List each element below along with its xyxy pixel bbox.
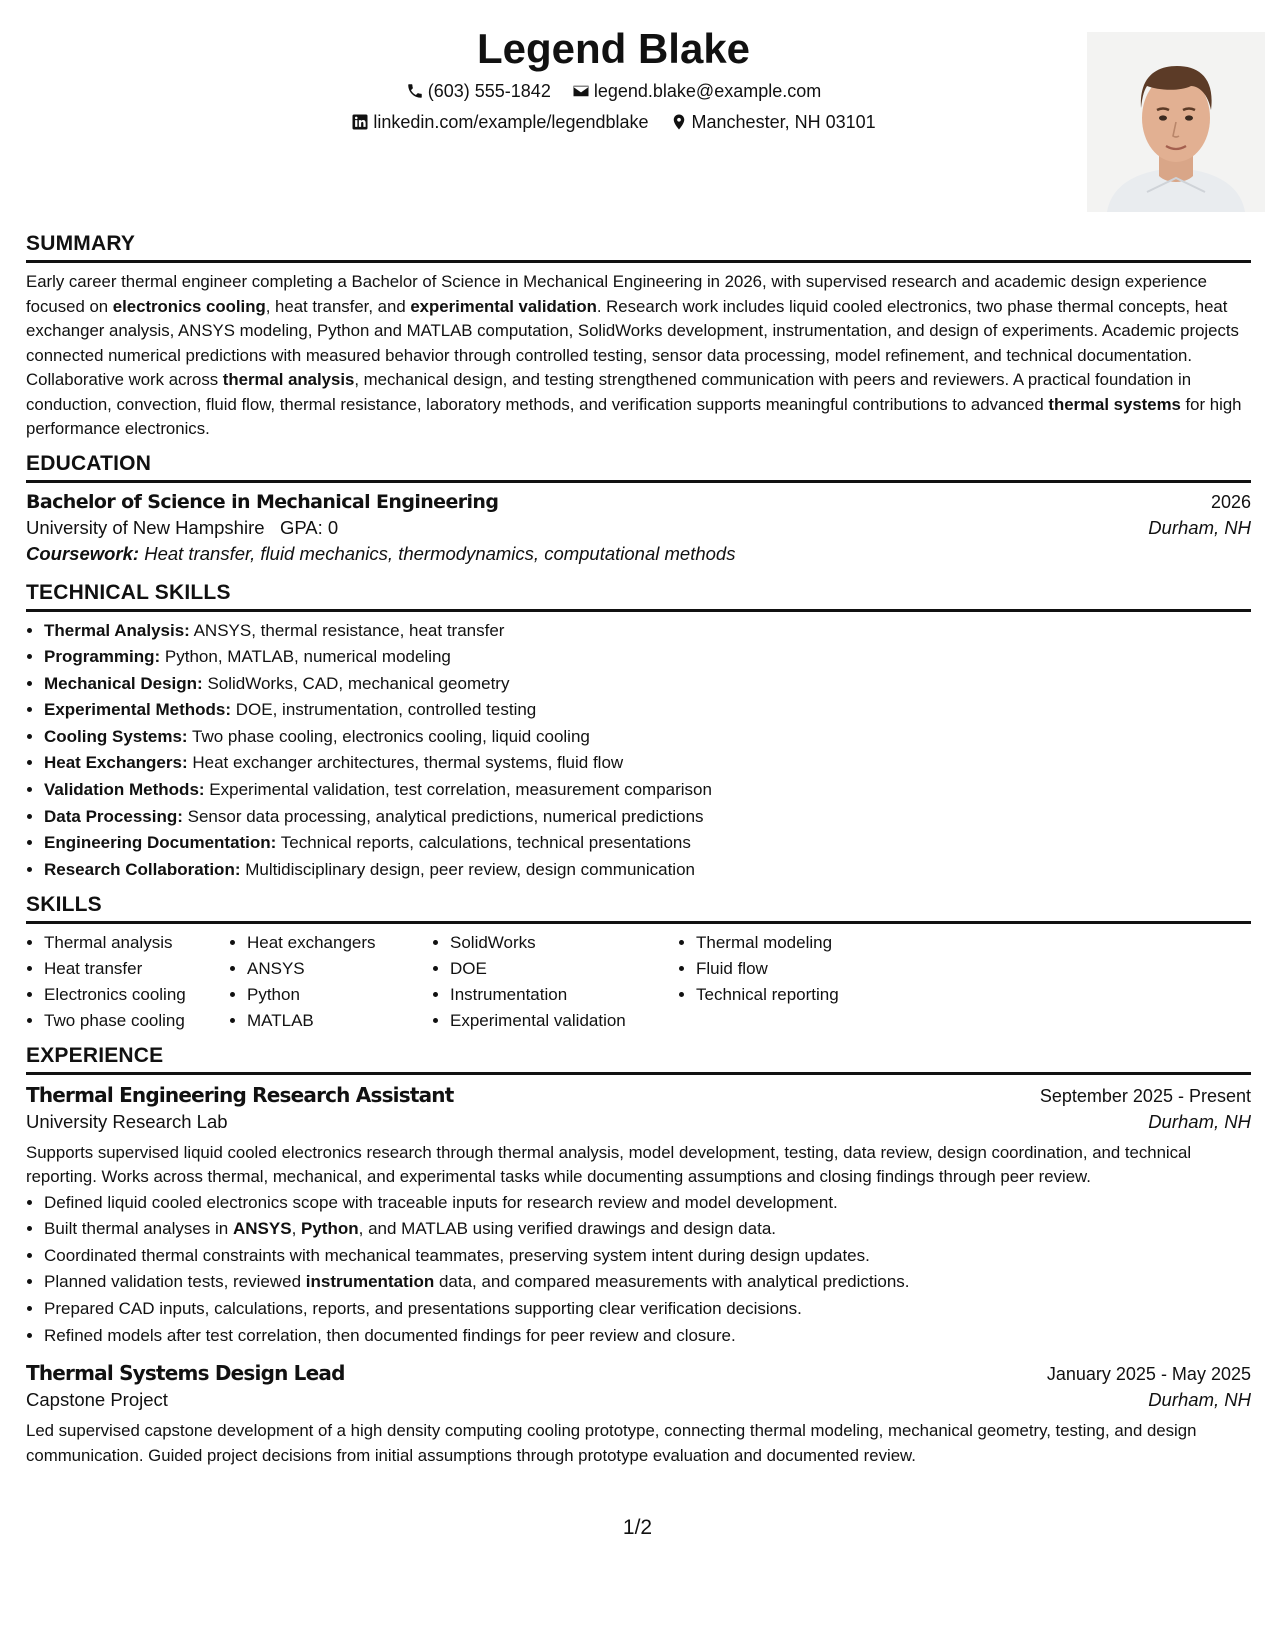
job-entry (26, 1361, 1251, 1468)
job-organization: University Research Lab (26, 1110, 228, 1132)
skill-category: Heat Exchangers: (44, 753, 188, 773)
coursework-label: Coursework: (26, 542, 140, 564)
job-bullet (44, 1269, 1251, 1296)
text-run: data, and compared measurements with analytical predictions. (434, 1272, 910, 1292)
emphasized-text: electronics cooling (112, 296, 266, 316)
skill-item: • Experimental validation (450, 1008, 678, 1034)
skill-category: Validation Methods: (44, 780, 205, 800)
skills-column (229, 930, 432, 1033)
location-text: Manchester, NH 03101 (691, 112, 876, 132)
skill-details: Technical reports, calculations, technical presentations (276, 833, 691, 853)
skill-details: Experimental validation, test correlation, measurement comparison (204, 780, 712, 800)
technical-skill-item (44, 671, 1251, 698)
summary-section (26, 230, 1251, 442)
linkedin-text: linkedin.com/example/legendblake (373, 112, 649, 132)
job-org-row (26, 1389, 1251, 1411)
email-text: legend.blake@example.com (593, 81, 822, 101)
text-run: Early career thermal engineer completing a Bachelor of Science in Mechanical Engineering in 2026, with supervised research and academic design experience focused on (26, 272, 1207, 316)
experience-jobs (26, 1083, 1251, 1469)
text-run: , (291, 1219, 302, 1239)
skill-item: • Heat exchangers (247, 930, 432, 956)
emphasized-text: experimental validation (410, 296, 597, 316)
skill-category: Research Collaboration: (44, 859, 241, 879)
envelope-icon (572, 82, 590, 100)
text-run: Planned validation tests, reviewed (44, 1272, 306, 1292)
job-dates: January 2025 - May 2025 (1046, 1364, 1251, 1385)
skill-category: Mechanical Design: (44, 673, 203, 693)
skill-item: • SolidWorks (450, 930, 678, 956)
skills-column (678, 930, 926, 1033)
phone-contact (406, 78, 551, 104)
technical-skill-item (44, 804, 1251, 831)
technical-skill-item (44, 750, 1251, 777)
skill-details: Python, MATLAB, numerical modeling (160, 647, 451, 667)
skills-column (26, 930, 229, 1033)
job-bullet (44, 1216, 1251, 1243)
job-summary: Led supervised capstone development of a high density computing cooling prototype, connecting thermal modeling, mechanical geometry, testing, and design communication. Guided project decisions from initial assumptions through prototype evaluation and documented review. (26, 1421, 1197, 1465)
technical-skill-item (44, 618, 1251, 645)
job-bullet (44, 1323, 1251, 1350)
skill-item: • Thermal analysis (44, 930, 229, 956)
emphasized-text: Python (301, 1219, 359, 1239)
text-run: , heat transfer, and (265, 296, 411, 316)
text-run: for high performance electronics. (26, 394, 1242, 438)
skills-column (432, 930, 678, 1033)
skill-category: Data Processing: (44, 806, 183, 826)
degree-name: Bachelor of Science in Mechanical Engineering (26, 490, 499, 513)
skill-details: Multidisciplinary design, peer review, design communication (240, 859, 695, 879)
email-contact[interactable] (572, 78, 821, 104)
skill-item: • Two phase cooling (44, 1008, 229, 1034)
technical-skill-item (44, 830, 1251, 857)
job-bullet (44, 1243, 1251, 1270)
resume-header (26, 0, 1201, 222)
job-title-row (26, 1083, 1251, 1107)
job-bullet (44, 1190, 1251, 1217)
school-name: University of New Hampshire (26, 516, 265, 538)
phone-icon (406, 82, 424, 100)
skill-item: • ANSYS (247, 956, 432, 982)
text-run: Prepared CAD inputs, calculations, reports, and presentations supporting clear verification decisions. (44, 1299, 802, 1318)
skill-category: Thermal Analysis: (44, 620, 190, 640)
portrait-image (1087, 32, 1265, 212)
skill-item: • Python (247, 982, 432, 1008)
job-bullet (44, 1296, 1251, 1323)
skill-category: Cooling Systems: (44, 726, 188, 746)
text-run: Defined liquid cooled electronics scope with traceable inputs for research review and model development. (44, 1192, 838, 1212)
job-entry (26, 1083, 1251, 1350)
technical-skill-item (44, 777, 1251, 804)
skill-item: • Fluid flow (696, 956, 926, 982)
map-pin-icon (670, 113, 688, 131)
skill-item: • MATLAB (247, 1008, 432, 1034)
skill-details: Two phase cooling, electronics cooling, liquid cooling (187, 726, 590, 746)
skill-details: SolidWorks, CAD, mechanical geometry (202, 673, 510, 693)
skill-category: Programming: (44, 647, 161, 667)
page-number: 1/2 (622, 1516, 653, 1539)
education-section (26, 450, 1251, 565)
job-title: Thermal Systems Design Lead (26, 1361, 345, 1386)
phone-text: (603) 555-1842 (427, 81, 551, 101)
skill-item: • Electronics cooling (44, 982, 229, 1008)
job-bullets (26, 1190, 1251, 1350)
contact-line-2 (26, 109, 1201, 138)
text-run: Coordinated thermal constraints with mechanical teammates, preserving system intent during design updates. (44, 1245, 870, 1265)
linkedin-icon (351, 113, 369, 131)
technical-skills-list (26, 618, 1251, 884)
technical-skill-item (44, 724, 1251, 751)
skill-details: DOE, instrumentation, controlled testing (231, 700, 537, 720)
job-org-row (26, 1111, 1251, 1133)
technical-skill-item (44, 857, 1251, 884)
skill-item: • Thermal modeling (696, 930, 926, 956)
skill-item: • Technical reporting (696, 982, 926, 1008)
skills-grid (26, 930, 1251, 1033)
emphasized-text: thermal analysis (222, 370, 355, 389)
skills-heading: SKILLS (26, 891, 1251, 924)
education-heading: EDUCATION (26, 450, 1251, 483)
coursework-text: Heat transfer, fluid mechanics, thermodynamics, computational methods (144, 542, 736, 564)
technical-skills-heading: TECHNICAL SKILLS (26, 579, 1251, 612)
skill-item: • Instrumentation (450, 982, 678, 1008)
summary-heading: SUMMARY (26, 230, 1251, 263)
emphasized-text: ANSYS (232, 1219, 292, 1239)
contact-line-1 (26, 78, 1201, 107)
skill-item: • Heat transfer (44, 956, 229, 982)
location-contact (670, 109, 876, 135)
school-location: Durham, NH (1148, 516, 1251, 538)
job-organization: Capstone Project (26, 1389, 168, 1411)
skill-category: Engineering Documentation: (44, 833, 277, 853)
school-and-gpa (26, 517, 338, 539)
graduation-year: 2026 (1210, 491, 1251, 512)
summary-text (26, 270, 1251, 442)
experience-heading: EXPERIENCE (26, 1042, 1251, 1075)
job-summary: Supports supervised liquid cooled electronics research through thermal analysis, model development, testing, data review, design coordination, and technical reporting. Works across thermal, mechanical, and experimental tasks while documenting assumptions and closing findings through peer review. (26, 1142, 1192, 1187)
skill-category: Experimental Methods: (44, 700, 232, 720)
coursework (26, 543, 1251, 565)
job-title-row (26, 1361, 1251, 1385)
education-degree-row (26, 491, 1251, 513)
text-run: Refined models after test correlation, then documented findings for peer review and closure. (44, 1325, 736, 1345)
technical-skill-item (44, 644, 1251, 671)
technical-skills-section (26, 579, 1251, 884)
text-run: , mechanical design, and testing strengthened communication with peers and reviewers. A practical foundation in conduction, convection, fluid flow, thermal resistance, laboratory methods, and verification supports meaningful contributions to advanced (26, 370, 1192, 414)
skill-item: • DOE (450, 956, 678, 982)
job-dates: September 2025 - Present (1039, 1085, 1251, 1106)
emphasized-text: thermal systems (1048, 394, 1181, 414)
text-run: Built thermal analyses in (44, 1219, 233, 1239)
technical-skill-item (44, 697, 1251, 724)
experience-section (26, 1042, 1251, 1469)
skill-details: Sensor data processing, analytical predictions, numerical predictions (182, 806, 704, 826)
gpa: GPA: 0 (279, 516, 339, 538)
skill-details: Heat exchanger architectures, thermal systems, fluid flow (187, 753, 624, 773)
emphasized-text: instrumentation (305, 1272, 435, 1292)
text-run: , and MATLAB using verified drawings and design data. (358, 1219, 776, 1239)
text-run: . Research work includes liquid cooled electronics, two phase thermal concepts, heat exchanger analysis, ANSYS modeling, Python and MATLAB computation, SolidWorks development, instrumentation, and design of experiments. Academic projects connected numerical predictions with measured behavior through controlled testing, sensor data processing, model refinement, and technical documentation. Collaborative work across (26, 296, 1239, 389)
skills-section (26, 891, 1251, 1033)
job-location: Durham, NH (1148, 1389, 1251, 1411)
candidate-name: Legend Blake (476, 25, 751, 72)
profile-photo (1087, 32, 1265, 212)
skill-details: ANSYS, thermal resistance, heat transfer (189, 620, 505, 640)
education-school-row (26, 517, 1251, 539)
linkedin-contact[interactable] (351, 109, 648, 135)
job-title: Thermal Engineering Research Assistant (26, 1082, 454, 1107)
job-location: Durham, NH (1148, 1110, 1251, 1132)
